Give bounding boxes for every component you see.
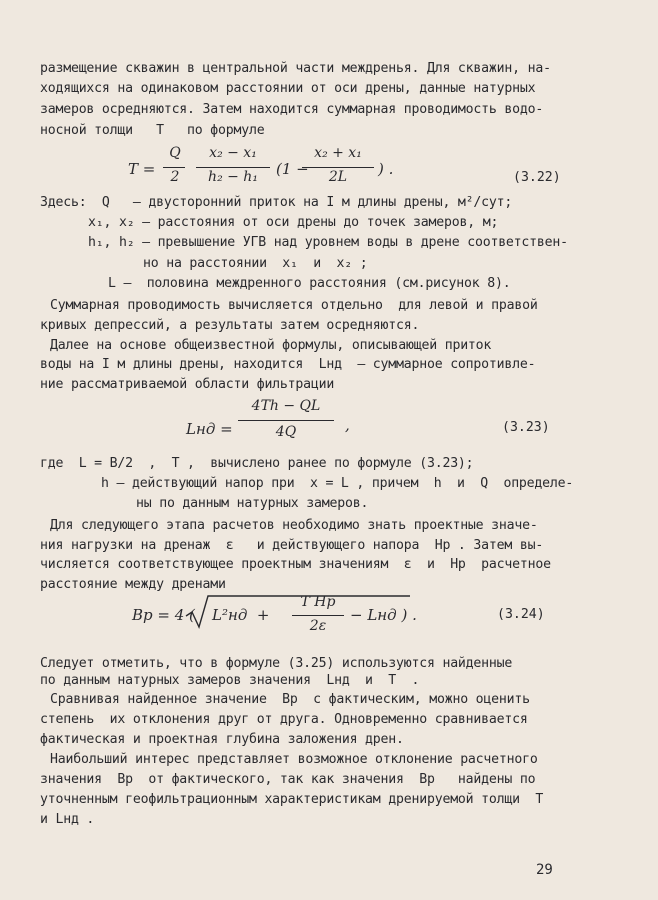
fraction-bar [302, 167, 374, 168]
body-line: Далее на основе общеизвестной формулы, описывающей приток [50, 338, 492, 353]
body-line: Суммарная проводимость вычисляется отдельно для левой и правой [50, 298, 538, 313]
body-line: Наибольший интерес представляет возможное отклонение расчетного [50, 752, 538, 767]
fraction-numerator: T Hp [300, 594, 336, 610]
fraction-numerator: Q [169, 145, 181, 161]
body-line: расстояние между дренами [40, 577, 226, 592]
body-line: ние рассматриваемой области фильтрации [40, 377, 335, 392]
body-line: кривых депрессий, а результаты затем осредняются. [40, 318, 420, 333]
body-line: носной толщи T по формуле [40, 123, 265, 138]
body-line: Для следующего этапа расчетов необходимо знать проектные значе- [50, 518, 538, 533]
fraction-numerator: 4Th − QL [251, 398, 321, 414]
body-line: воды на I м длины дрены, находится Lнд – суммарное сопротивле- [40, 357, 536, 372]
equation-number: (3.24) [497, 607, 545, 622]
eq-paren-open: (1 − [276, 160, 309, 178]
body-line: размещение скважин в центральной части междренья. Для скважин, на- [40, 61, 551, 76]
fraction-denominator: 2 [170, 169, 180, 185]
definition-line: но на расстоянии x₁ и x₂ ; [143, 256, 368, 271]
page-number: 29 [536, 862, 553, 878]
eq-tail: − Lнд ) . [350, 606, 417, 624]
definition-line: ны по данным натурных замеров. [136, 496, 369, 511]
eq-paren-close: ) . [378, 160, 394, 178]
fraction-numerator: x₂ + x₁ [314, 145, 362, 161]
definition-line: Здесь: Q – двусторонний приток на I м длины дрены, м²/сут; [40, 195, 513, 210]
fraction-bar [196, 167, 270, 168]
body-line: степень их отклонения друг от друга. Одновременно сравнивается [40, 712, 528, 727]
definition-line: h₁, h₂ – превышение УГВ над уровнем воды в дрене соответствен- [88, 235, 568, 250]
body-line: числяется соответствующее проектным значениям ε и Hp расчетное [40, 557, 551, 572]
fraction-denominator: 2ε [309, 618, 327, 634]
fraction-bar [292, 615, 344, 616]
body-line: по данным натурных замеров значения Lнд и T . [40, 673, 420, 688]
fraction-bar [163, 167, 185, 168]
body-line: замеров осредняются. Затем находится суммарная проводимость водо- [40, 102, 544, 117]
body-line: ходящихся на одинаковом расстоянии от оси дрены, данные натурных [40, 81, 536, 96]
fraction-denominator: h₂ − h₁ [208, 169, 258, 185]
body-line: Следует отметить, что в формуле (3.25) используются найденные [40, 656, 513, 671]
eq-lhs: T = [128, 160, 156, 178]
eq-lhs: Bp = 4 ( [132, 606, 195, 624]
body-line: значения Bp от фактического, так как значения Bp найдены по [40, 772, 536, 787]
fraction-bar [238, 420, 334, 421]
fraction-denominator: 4Q [275, 424, 297, 440]
fraction-denominator: 2L [328, 169, 348, 185]
fraction-numerator: x₂ − x₁ [209, 145, 257, 161]
equation-number: (3.23) [502, 420, 550, 435]
definition-line: x₁, x₂ – расстояния от оси дрены до точек замеров, м; [88, 215, 499, 230]
eq-lhs: Lнд = [186, 420, 233, 438]
equation-number: (3.22) [513, 170, 561, 185]
body-line: уточненным геофильтрационным характеристикам дренируемой толщи T [40, 792, 544, 807]
eq-comma: , [345, 416, 350, 434]
definition-line: где L = B/2 , T , вычислено ранее по формуле (3.23); [40, 456, 474, 471]
body-line: ния нагрузки на дренаж ε и действующего напора Hp . Затем вы- [40, 538, 544, 553]
definition-line: h – действующий напор при x = L , причем h и Q определе- [101, 476, 574, 491]
body-line: фактическая и проектная глубина заложения дрен. [40, 732, 404, 747]
body-line: Сравнивая найденное значение Bp с фактическим, можно оценить [50, 692, 530, 707]
definition-line: L – половина междренного расстояния (см.рисунок 8). [108, 276, 511, 291]
radical-term: L²нд + [212, 606, 270, 624]
body-line: и Lнд . [40, 812, 95, 827]
